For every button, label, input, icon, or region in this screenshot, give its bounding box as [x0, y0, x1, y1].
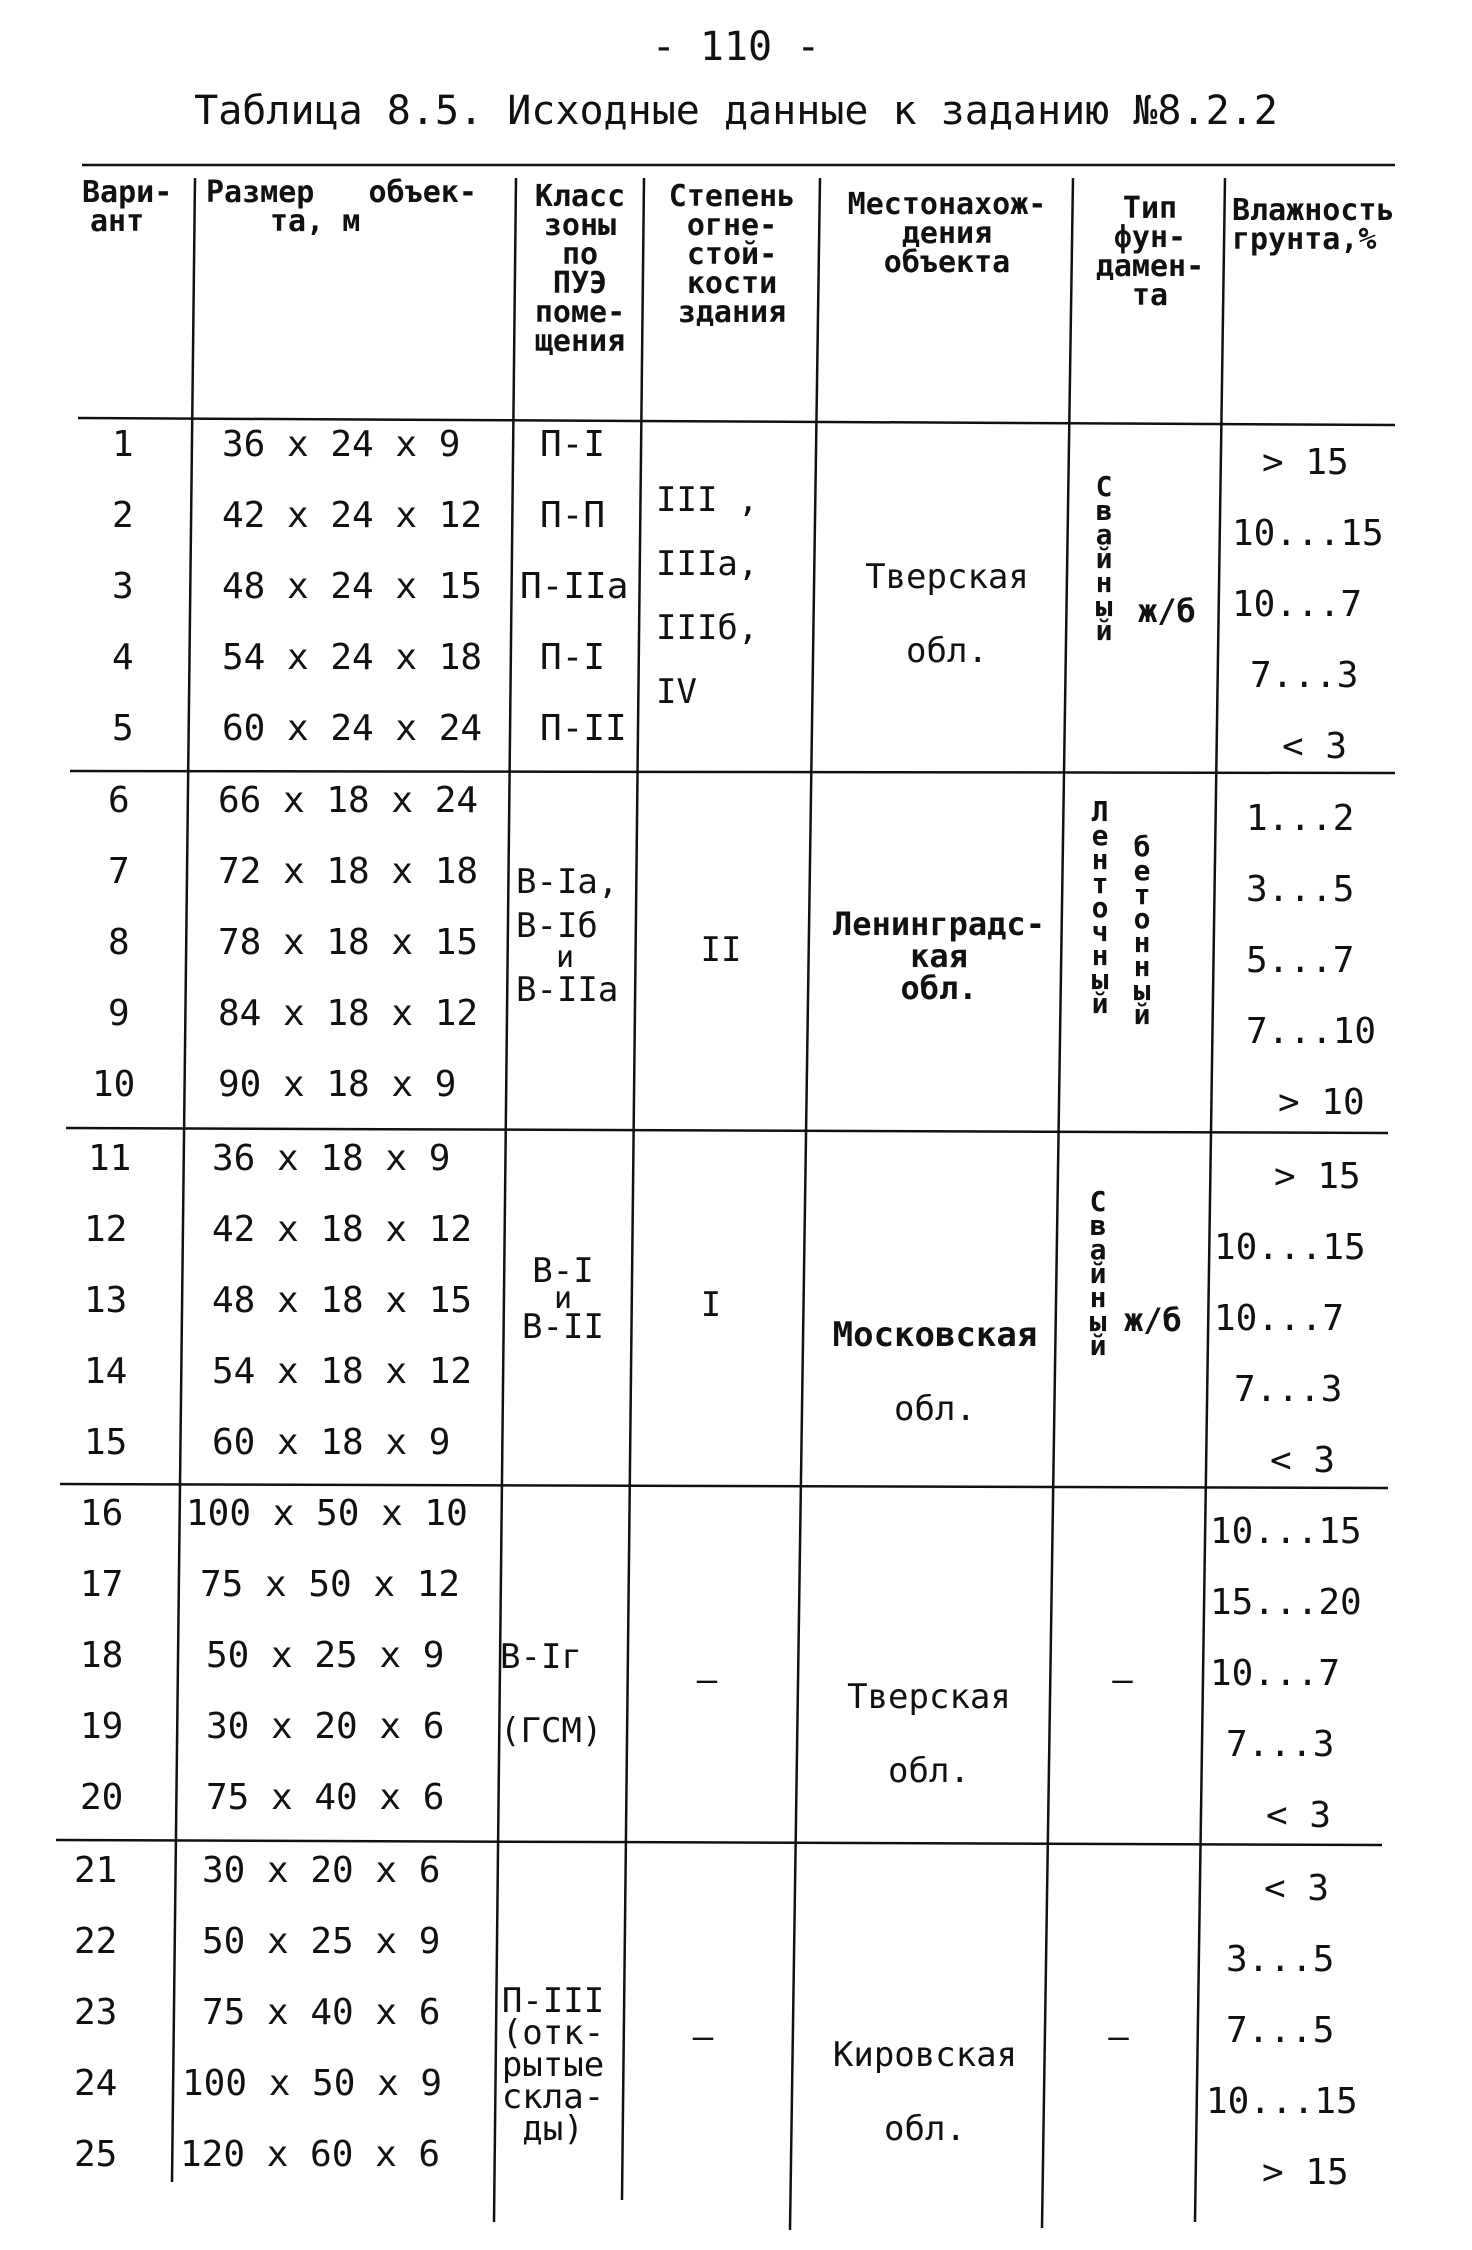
location-cell: Тверская обл. — [865, 557, 1029, 671]
zone-class-cell: В-Iг (ГСМ) — [500, 1637, 603, 1751]
variant-cell: 2 — [112, 495, 134, 536]
variant-cell: 23 — [74, 1992, 118, 2033]
moisture-cell: > 15 — [1262, 442, 1349, 483]
fire-resistance-cell: – — [692, 2017, 714, 2057]
size-cell: 36 х 18 х 9 — [212, 1138, 451, 1179]
size-cell: 48 х 24 х 15 — [222, 566, 483, 607]
moisture-cell: 10...15 — [1210, 1511, 1362, 1552]
header-zone-class: Класс зоны по ПУЭ поме- щения — [534, 179, 626, 359]
variant-cell: 1 — [112, 424, 134, 465]
variant-cell: 12 — [84, 1209, 128, 1250]
fire-resistance-cell: – — [696, 1660, 718, 1700]
variant-cell: 10 — [92, 1064, 136, 1105]
foundation-type-cell: Л е н т о ч н ы й — [1091, 795, 1109, 1020]
location-cell: Кировская обл. — [832, 2035, 1018, 2149]
size-cell: 75 х 40 х 6 — [202, 1992, 441, 2033]
foundation-type-cell: С в а й н ы й — [1095, 470, 1113, 647]
variant-cell: 15 — [84, 1422, 128, 1463]
variant-cell: 7 — [108, 851, 130, 892]
header-location: Местонахож- дения объекта — [847, 187, 1047, 280]
foundation-type-cell: С в а й н ы й — [1089, 1185, 1107, 1362]
variant-cell: 17 — [80, 1564, 124, 1605]
variant-cell: 11 — [88, 1138, 132, 1179]
location-cell: Тверская обл. — [847, 1677, 1011, 1791]
variant-cell: 13 — [84, 1280, 128, 1321]
size-cell: 50 х 25 х 9 — [202, 1921, 441, 1962]
variant-cell: 24 — [74, 2063, 118, 2104]
size-cell: 54 х 18 х 12 — [212, 1351, 473, 1392]
variant-cell: 9 — [108, 993, 130, 1034]
moisture-cell: < 3 — [1282, 726, 1348, 767]
fire-resistance-cell: II — [700, 930, 742, 970]
header-foundation: Тип фун- дамен- та — [1095, 191, 1205, 313]
moisture-cell: 15...20 — [1210, 1582, 1362, 1623]
size-cell: 54 х 24 х 18 — [222, 637, 483, 678]
location-cell: Московская обл. — [832, 1315, 1038, 1429]
size-cell: 48 х 18 х 15 — [212, 1280, 473, 1321]
size-cell: 30 х 20 х 6 — [206, 1706, 445, 1747]
zone-class-cell: П-III (отк- рытые скла- ды) — [501, 1981, 605, 2149]
moisture-cell: 7...3 — [1250, 655, 1359, 696]
header-moisture: Влажность грунта,% — [1232, 193, 1395, 257]
size-cell: 30 х 20 х 6 — [202, 1850, 441, 1891]
moisture-cell: 10...15 — [1206, 2081, 1358, 2122]
size-cell: 72 х 18 х 18 — [218, 851, 479, 892]
variant-cell: 19 — [80, 1706, 124, 1747]
moisture-cell: < 3 — [1270, 1440, 1336, 1481]
size-cell: 78 х 18 х 15 — [218, 922, 479, 963]
size-cell: 42 х 24 х 12 — [222, 495, 483, 536]
size-cell: 50 х 25 х 9 — [206, 1635, 445, 1676]
moisture-cell: 7...3 — [1226, 1724, 1335, 1765]
foundation-material-cell: ж/б — [1138, 592, 1196, 630]
moisture-cell: 1...2 — [1246, 798, 1355, 839]
variant-cell: 6 — [108, 780, 130, 821]
variant-cell: 4 — [112, 637, 134, 678]
moisture-cell: > 15 — [1274, 1156, 1361, 1197]
size-cell: 75 х 50 х 12 — [200, 1564, 461, 1605]
moisture-cell: < 3 — [1264, 1868, 1330, 1909]
size-cell: 100 х 50 х 9 — [182, 2063, 443, 2104]
variant-cell: 25 — [74, 2134, 118, 2175]
size-cell: 42 х 18 х 12 — [212, 1209, 473, 1250]
moisture-cell: 5...7 — [1246, 940, 1355, 981]
location-cell: Ленинградс- кая обл. — [833, 905, 1045, 1007]
zone-class-cell: П-П — [540, 495, 606, 536]
moisture-cell: 10...7 — [1210, 1653, 1341, 1694]
foundation-material-cell: ж/б — [1124, 1301, 1182, 1339]
moisture-cell: 3...5 — [1226, 1939, 1335, 1980]
variant-cell: 21 — [74, 1850, 118, 1891]
moisture-cell: < 3 — [1266, 1795, 1332, 1836]
moisture-cell: 7...10 — [1246, 1011, 1377, 1052]
header-fire-resistance: Степень огне- стой- кости здания — [668, 179, 796, 330]
header-size: Размер объек- та, м — [206, 175, 477, 239]
fire-resistance-cell: I — [700, 1285, 722, 1325]
size-cell: 120 х 60 х 6 — [180, 2134, 441, 2175]
size-cell: 66 х 18 х 24 — [218, 780, 479, 821]
moisture-cell: > 15 — [1262, 2152, 1349, 2193]
moisture-cell: 10...15 — [1214, 1227, 1366, 1268]
size-cell: 36 х 24 х 9 — [222, 424, 461, 465]
variant-cell: 3 — [112, 566, 134, 607]
moisture-cell: 10...7 — [1214, 1298, 1345, 1339]
foundation-type-cell: – — [1108, 2017, 1129, 2057]
page-number: - 110 - — [651, 24, 821, 70]
variant-cell: 8 — [108, 922, 130, 963]
moisture-cell: 7...5 — [1226, 2010, 1335, 2051]
size-cell: 60 х 24 х 24 — [222, 708, 483, 749]
variant-cell: 22 — [74, 1921, 118, 1962]
moisture-cell: 10...15 — [1232, 513, 1384, 554]
foundation-material-cell: б е т о н н ы й — [1133, 830, 1151, 1031]
zone-class-cell: В-I и В-II — [522, 1251, 604, 1347]
variant-cell: 16 — [80, 1493, 124, 1534]
variant-cell: 18 — [80, 1635, 124, 1676]
zone-class-cell: В-Iа, В-Iб и В-IIа — [516, 862, 619, 1010]
size-cell: 84 х 18 х 12 — [218, 993, 479, 1034]
header-variant: Вари- ант — [82, 175, 173, 239]
variant-cell: 14 — [84, 1351, 128, 1392]
table-title: Таблица 8.5. Исходные данные к заданию №8.2.2 — [194, 88, 1278, 134]
foundation-type-cell: – — [1112, 1660, 1133, 1700]
zone-class-cell: П-IIа — [520, 566, 629, 607]
variant-cell: 20 — [80, 1777, 124, 1818]
moisture-cell: 10...7 — [1232, 584, 1363, 625]
moisture-cell: 3...5 — [1246, 869, 1355, 910]
size-cell: 90 х 18 х 9 — [218, 1064, 457, 1105]
variant-cell: 5 — [112, 708, 134, 749]
moisture-cell: 7...3 — [1234, 1369, 1343, 1410]
size-cell: 100 х 50 х 10 — [186, 1493, 468, 1534]
zone-class-cell: П-II — [540, 708, 627, 749]
size-cell: 60 х 18 х 9 — [212, 1422, 451, 1463]
size-cell: 75 х 40 х 6 — [206, 1777, 445, 1818]
moisture-cell: > 10 — [1278, 1082, 1365, 1123]
zone-class-cell: П-I — [540, 424, 606, 465]
zone-class-cell: П-I — [540, 637, 606, 678]
fire-resistance-cell: III , IIIа, IIIб, IV — [656, 480, 759, 712]
